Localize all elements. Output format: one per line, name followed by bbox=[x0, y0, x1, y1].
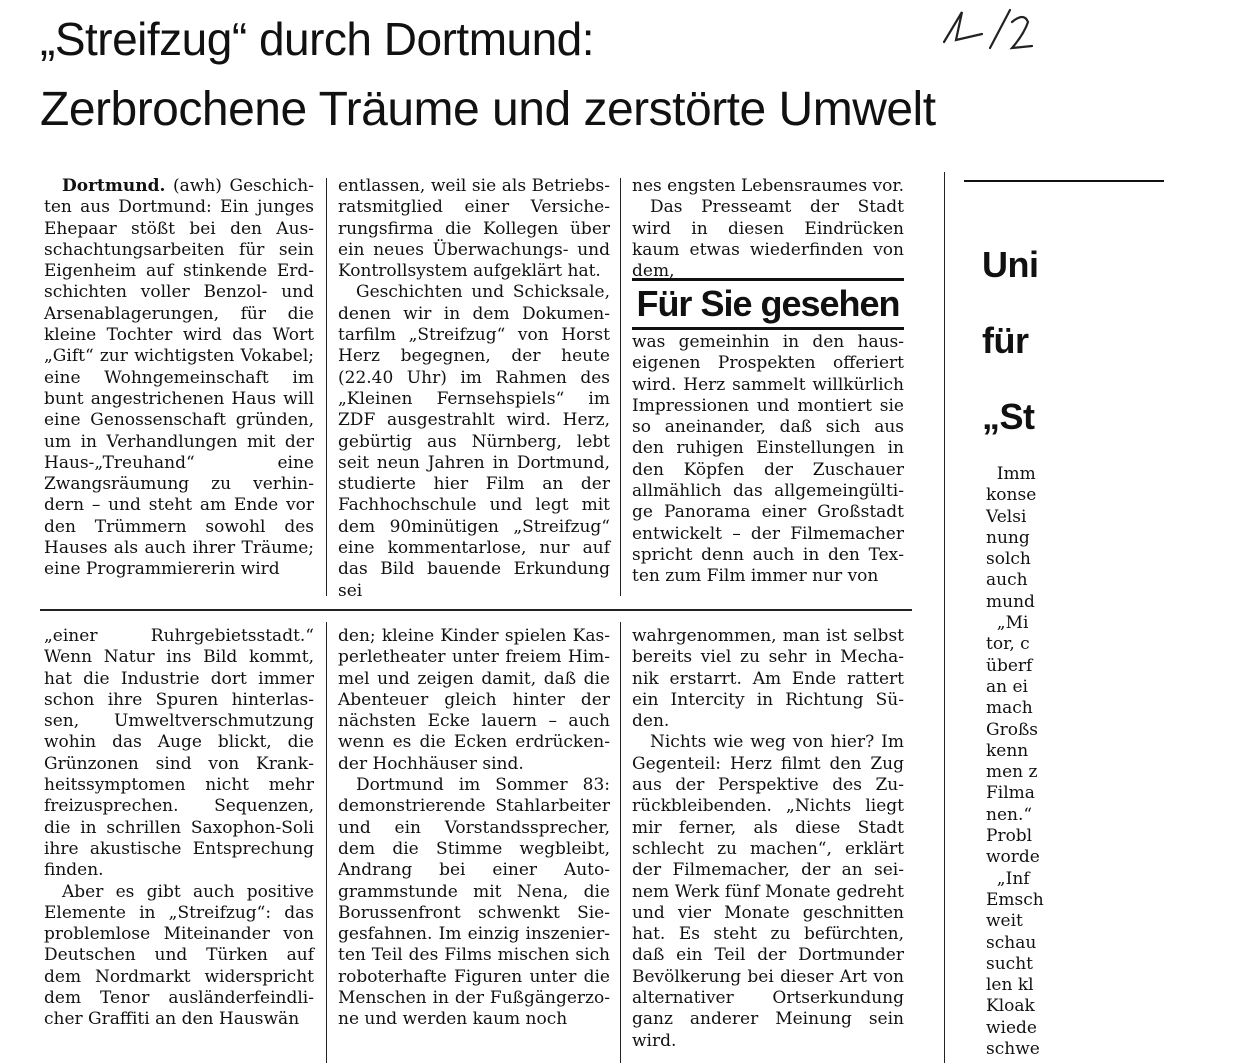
paragraph: was gemeinhin in den hauseigenen Prospekten offeriert wird. Herz sammelt willkürlich Impressionen und montiert sie so aneinander, daß sich aus den ruhigen Einstellungen in den Köpfen der Zuschauer allmählich das allgemeingültige Panorama einer Großstadt entwickelt – der Filmemacher spricht denn auch in den Texten zum Film immer nur von bbox=[632, 332, 904, 587]
adjacent-headline-1: Uni bbox=[982, 244, 1039, 285]
dateline: Dortmund. bbox=[62, 176, 166, 196]
rule bbox=[964, 180, 1164, 182]
article-column-3-top bbox=[632, 176, 904, 282]
article-column-4 bbox=[44, 626, 314, 1063]
article-column-6 bbox=[632, 626, 904, 1063]
article-column-2 bbox=[338, 176, 610, 601]
paragraph: Geschichten und Schicksale, denen wir in dem Dokumentarfilm „Streifzug“ von Horst Herz begegnen, der heute (22.40 Uhr) im Rahmen des „Kleinen Fernsehspiels“ im ZDF ausgestrahlt wird. Herz, gebürtig aus Nürnberg, lebt seit neun Jahren in Dortmund, studierte hier Film an der Fachhochschule und legt mit dem 90minütigen „Streifzug“ eine kommentarlose, nur auf das Bild bauende Erkundung sei bbox=[338, 282, 610, 601]
section-divider bbox=[40, 609, 912, 611]
paragraph: Aber es gibt auch positive Elemente in „Streifzug“: das problemlose Miteinander von Deutschen und Türken auf dem Nordmarkt widerspricht dem Tenor ausländerfeindlicher Graffiti an den Hauswän bbox=[44, 881, 314, 1030]
paragraph: wahrgenommen, man ist selbst bereits viel zu sehr in Mechanik erstarrt. Am Ende rattert ein Intercity in Richtung Süden. bbox=[632, 626, 904, 732]
paragraph: nes engsten Lebensraumes vor. bbox=[632, 176, 904, 196]
adjacent-article-clipped bbox=[952, 170, 1044, 1063]
paragraph: entlassen, weil sie als Betriebsratsmitglied einer Versicherungsfirma die Kollegen über ein neues Überwachungs- und Kontrollsystem aufgeklärt hat. bbox=[338, 176, 610, 282]
paragraph: „einer Ruhrgebietsstadt.“ Wenn Natur ins Bild kommt, hat die Industrie dort immer schon ihre Spuren hinterlassen, Umweltverschmutzung wohin das Auge blickt, die Grünzonen sind von Krankheitssymptomen nicht mehr freizusprechen. Sequenzen, die in schrillen Saxophon-Soli ihre akustische Entsprechung finden. bbox=[44, 626, 314, 881]
article-column-5 bbox=[338, 626, 610, 1063]
adjacent-article-body: Imm konse Velsi nung solch auch mund „Mi tor, c überf an ei mach Großs kenn men z Filma nen.“ Probl worde „Inf Emsch weit schau sucht len kl Kloak wiede schwe bbox=[986, 464, 1044, 1060]
adjacent-headline-3: „St bbox=[982, 396, 1035, 437]
column-divider bbox=[620, 622, 621, 1063]
box-heading: Für Sie gesehen bbox=[632, 278, 904, 330]
headline-line-1: „Streifzug“ durch Dortmund: bbox=[40, 13, 595, 65]
paragraph: Das Presseamt der Stadt wird in diesen Eindrücken kaum etwas wiederfinden von dem, bbox=[632, 197, 904, 282]
column-divider bbox=[326, 622, 327, 1063]
paragraph: (awh) Geschichten aus Dortmund: Ein junges Ehepaar stößt bei den Ausschachtungsarbeiten für sein Eigenheim auf stinkende Erdschichten voller Benzol- und Arsenablagerungen, für die kleine Tochter wird das Wort „Gift“ zur wichtigsten Vokabel; eine Wohngemeinschaft im bunt angestrichenen Haus will eine Genossenschaft gründen, um in Verhandlungen mit der Haus-„Treuhand“ eine Zwangsräumung zu verhindern – und steht am Ende vor den Trümmern sowohl des Hauses als auch ihrer Träume; eine Programmiererin wird bbox=[44, 176, 314, 580]
paragraph: Nichts wie weg von hier? Im Gegenteil: Herz filmt den Zug aus der Perspektive des Zurückbleibenden. „Nichts liegt mir ferner, als diese Stadt schlecht zu machen“, erklärt der Filmemacher, der an seinem Werk fünf Monate gedreht und vier Monate geschnitten hat. Es steht zu befürchten, daß ein Teil der Dortmunder Bevölkerung bei dieser Art von alternativer Ortserkundung ganz anderer Meinung sein wird. bbox=[632, 732, 904, 1051]
paragraph: den; kleine Kinder spielen Kasperletheater unter freiem Himmel und zeigen damit, daß die Abenteuer gleich hinter der nächsten Ecke lauern – auch wenn es die Ecken erdrückender Hochhäuser sind. bbox=[338, 626, 610, 774]
column-divider bbox=[326, 178, 327, 596]
paragraph: Dortmund im Sommer 83: demonstrierende Stahlarbeiter und ein Vorstandssprecher, dem die Stimme wegbleibt, Andrang bei einer Autogrammstunde mit Nena, die Borussenfront schwenkt Siegesfahnen. Im einzig inszenierten Teil des Films mischen sich roboterhafte Figuren unter die Menschen in der Fußgängerzone und werden kaum noch bbox=[338, 775, 610, 1030]
article-column-3-bottom bbox=[632, 332, 904, 600]
article-column-1 bbox=[44, 176, 314, 596]
article-separator bbox=[944, 172, 945, 1063]
column-divider bbox=[620, 178, 621, 596]
headline-line-2: Zerbrochene Träume und zerstörte Umwelt bbox=[40, 83, 936, 136]
handwritten-note-icon bbox=[932, 4, 1032, 64]
adjacent-headline-2: für bbox=[982, 320, 1029, 361]
